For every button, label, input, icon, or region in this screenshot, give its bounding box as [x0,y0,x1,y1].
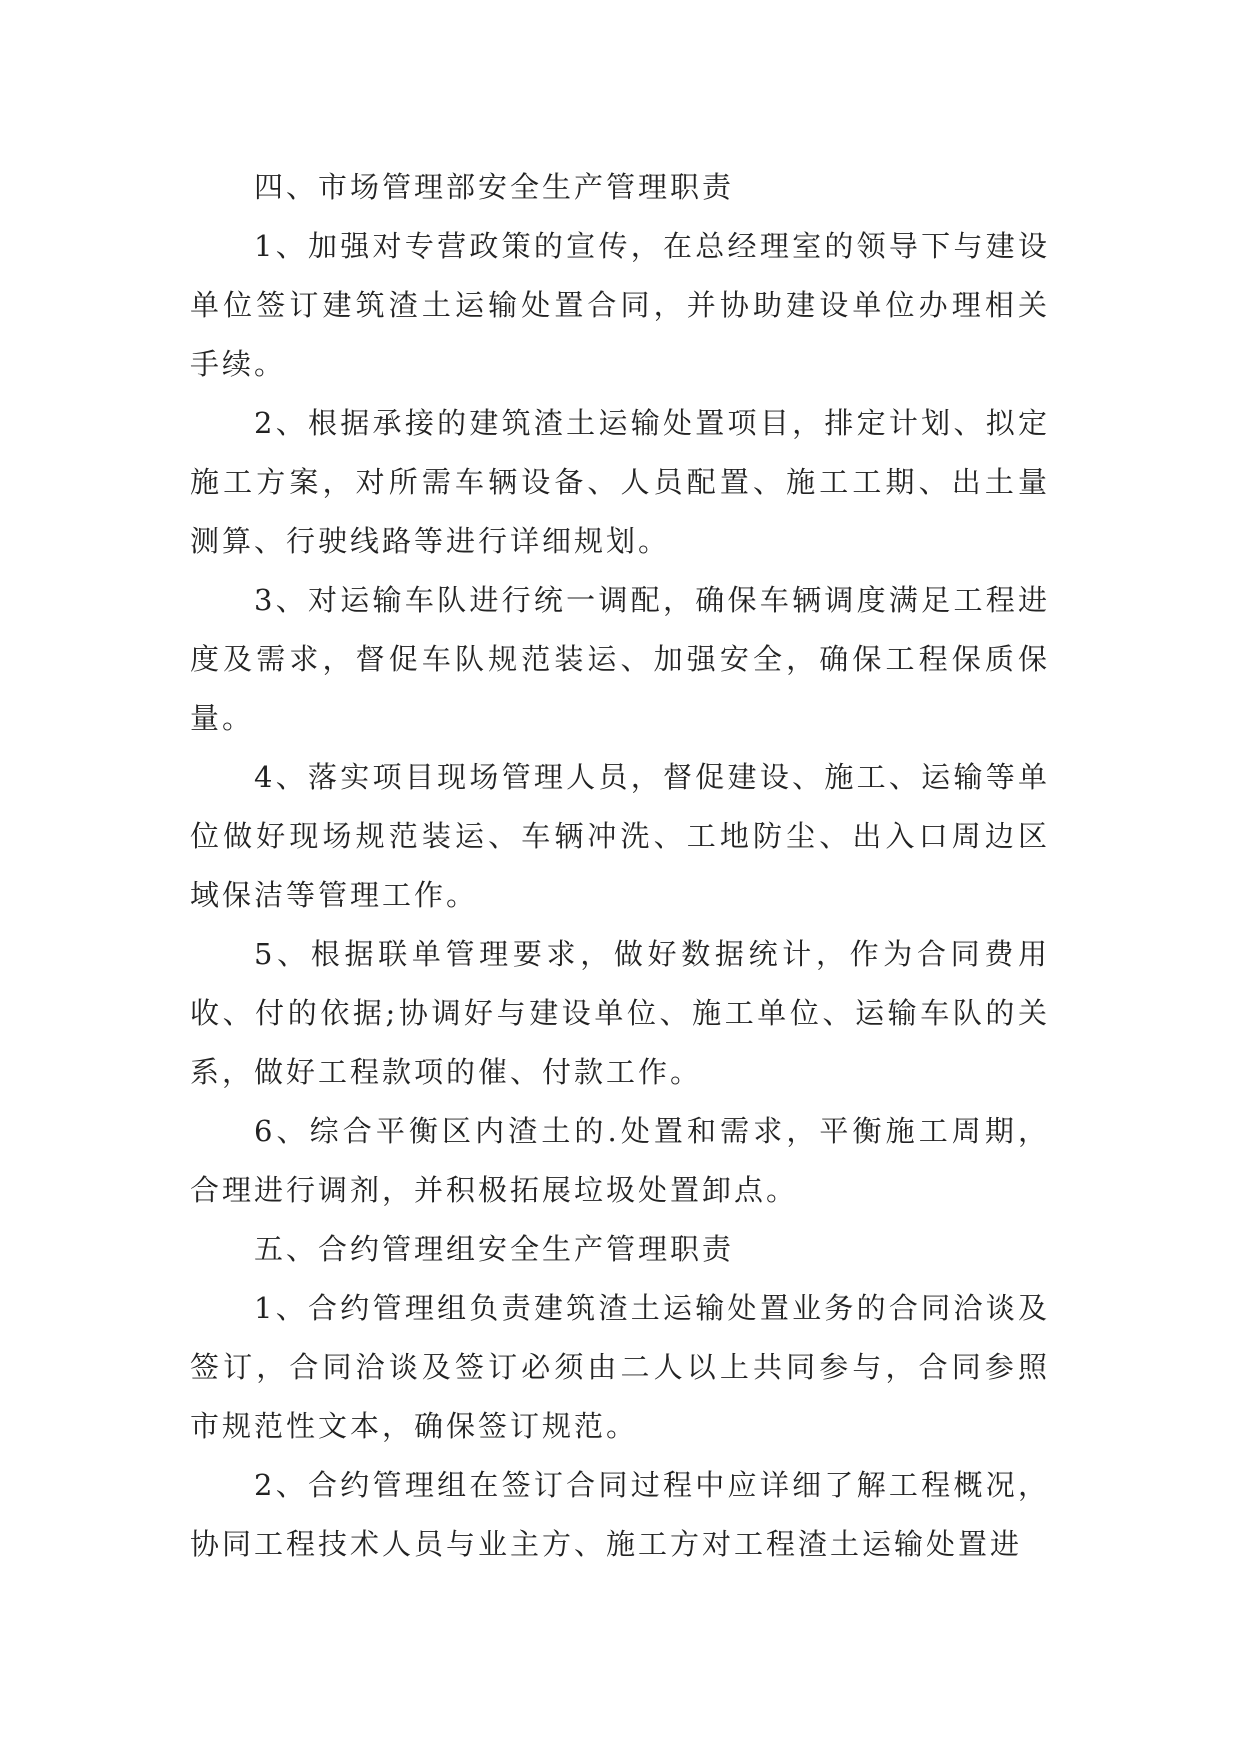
paragraph-4-1: 1、加强对专营政策的宣传，在总经理室的领导下与建设单位签订建筑渣土运输处置合同，并协助建设单位办理相关手续。 [190,229,1050,381]
paragraph-5-1: 1、合约管理组负责建筑渣土运输处置业务的合同洽谈及签订，合同洽谈及签订必须由二人以上共同参与，合同参照市规范性文本，确保签订规范。 [190,1291,1050,1443]
paragraph-4-3: 3、对运输车队进行统一调配，确保车辆调度满足工程进度及需求，督促车队规范装运、加强安全，确保工程保质保量。 [190,583,1050,735]
paragraph-4-2: 2、根据承接的建筑渣土运输处置项目，排定计划、拟定施工方案，对所需车辆设备、人员配置、施工工期、出土量测算、行驶线路等进行详细规划。 [190,406,1050,558]
paragraph-5-2: 2、合约管理组在签订合同过程中应详细了解工程概况，协同工程技术人员与业主方、施工方对工程渣土运输处置进 [190,1468,1050,1561]
paragraph-4-5: 5、根据联单管理要求，做好数据统计，作为合同费用收、付的依据;协调好与建设单位、施工单位、运输车队的关系，做好工程款项的催、付款工作。 [190,937,1050,1089]
section-heading-5: 五、合约管理组安全生产管理职责 [254,1232,735,1266]
paragraph-4-4: 4、落实项目现场管理人员，督促建设、施工、运输等单位做好现场规范装运、车辆冲洗、工地防尘、出入口周边区域保洁等管理工作。 [190,760,1050,912]
section-heading-4: 四、市场管理部安全生产管理职责 [254,170,735,204]
paragraph-4-6: 6、综合平衡区内渣土的.处置和需求，平衡施工周期，合理进行调剂，并积极拓展垃圾处置卸点。 [190,1114,1050,1207]
document-body [190,158,1050,1574]
